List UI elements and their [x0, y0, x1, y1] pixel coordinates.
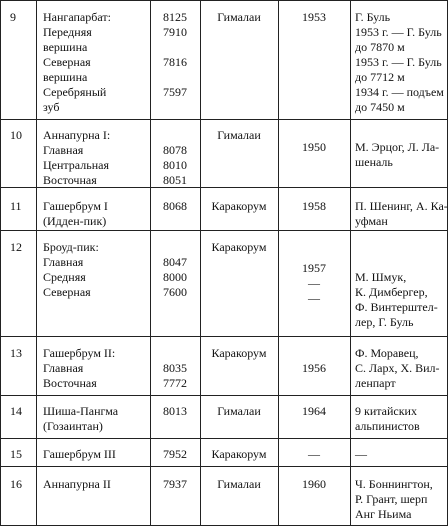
- climbers: 1934 г. — подъем: [355, 85, 444, 99]
- peak-region: Гималаи: [217, 128, 261, 142]
- peak-height: 7597: [163, 85, 187, 99]
- peak-name: Аннапурна I:: [43, 128, 111, 142]
- peak-name: Шиша-Пангма: [43, 404, 119, 418]
- peak-region: Каракорум: [211, 199, 267, 213]
- climbers: 1953 г. — Г. Буль: [355, 55, 442, 69]
- climbers: Ф. Моравец,: [355, 346, 419, 360]
- climbers: —: [355, 447, 367, 461]
- ascent-year: 1964: [302, 404, 326, 418]
- peak-name: Северная: [43, 285, 91, 299]
- peak-name: Центральная: [43, 158, 109, 172]
- peak-height: 8010: [163, 158, 187, 172]
- peak-name: Средняя: [43, 270, 86, 284]
- peak-height: 8035: [163, 361, 187, 375]
- peak-height: 8000: [163, 270, 187, 284]
- peak-region: Каракорум: [211, 240, 267, 254]
- climbers: Р. Грант, шерп: [355, 492, 428, 506]
- peak-height: 8051: [163, 173, 187, 187]
- ascent-year: 1956: [302, 361, 326, 375]
- peak-height: 8125: [163, 10, 187, 24]
- climbers: М. Шмук,: [355, 270, 407, 284]
- row-divider: [0, 466, 448, 467]
- peak-name: Восточная: [43, 376, 97, 390]
- climbers: альпинистов: [355, 419, 420, 433]
- peak-region: Каракорум: [211, 447, 267, 461]
- climbers: ленпарт: [355, 376, 396, 390]
- ascent-year: 1958: [302, 199, 326, 213]
- peak-name: вершина: [43, 70, 88, 84]
- row-number: 11: [10, 199, 22, 213]
- row-number: 9: [10, 10, 16, 24]
- peak-height: 7772: [163, 376, 187, 390]
- row-divider: [0, 119, 448, 120]
- peak-name: Передняя: [43, 25, 92, 39]
- climbers: уфман: [355, 214, 388, 228]
- peak-height: 7937: [163, 477, 187, 491]
- peak-region: Гималаи: [217, 477, 261, 491]
- row-divider: [0, 438, 448, 439]
- peak-name: (Идден-пик): [43, 214, 107, 228]
- climbers: до 7712 м: [355, 70, 405, 84]
- row-number: 13: [10, 346, 22, 360]
- peak-name: Нангапарбат:: [43, 10, 111, 24]
- climbers: 9 китайских: [355, 404, 417, 418]
- row-number: 12: [10, 240, 22, 254]
- climbers: К. Димбергер,: [355, 285, 428, 299]
- peak-name: Главная: [43, 361, 84, 375]
- peak-name: Главная: [43, 143, 84, 157]
- row-divider: [0, 395, 448, 396]
- peak-name: Аннапурна II: [43, 477, 111, 491]
- peak-height: 7910: [163, 25, 187, 39]
- climbers: М. Эрцог, Л. Ла-: [355, 140, 440, 154]
- ascent-year: —: [308, 447, 320, 461]
- peak-name: (Гозаинтан): [43, 419, 103, 433]
- ascent-year: —: [308, 276, 320, 290]
- row-divider: [0, 336, 448, 337]
- climbers: Г. Буль: [355, 10, 391, 24]
- peak-name: Восточная: [43, 173, 97, 187]
- row-number: 16: [10, 477, 22, 491]
- ascent-year: 1953: [302, 10, 326, 24]
- column-divider: [36, 0, 37, 526]
- peak-name: Главная: [43, 255, 84, 269]
- peak-height: 8078: [163, 143, 187, 157]
- climbers: лер, Г. Буль: [355, 315, 414, 329]
- climbers: 1953 г. — Г. Буль: [355, 25, 442, 39]
- row-number: 14: [10, 404, 22, 418]
- column-divider: [350, 0, 351, 526]
- climbers: до 7870 м: [355, 40, 405, 54]
- row-divider: [0, 230, 448, 231]
- peak-height: 8047: [163, 255, 187, 269]
- peak-name: Серебряный: [43, 85, 107, 99]
- climbers: Ф. Винтерштел-: [355, 300, 438, 314]
- ascent-year: 1950: [302, 140, 326, 154]
- climbers: П. Шенинг, А. Ка-: [355, 199, 448, 213]
- peak-name: вершина: [43, 40, 88, 54]
- ascent-year: 1960: [302, 477, 326, 491]
- peak-height: 7952: [163, 447, 187, 461]
- climbers: до 7450 м: [355, 100, 405, 114]
- row-number: 10: [10, 128, 22, 142]
- peak-name: Броуд-пик:: [43, 240, 99, 254]
- peak-height: 8068: [163, 199, 187, 213]
- peak-name: Северная: [43, 55, 91, 69]
- peak-region: Гималаи: [217, 404, 261, 418]
- climbers: Ч. Боннингтон,: [355, 477, 433, 491]
- climbers: шеналь: [355, 155, 393, 169]
- peak-height: 7600: [163, 285, 187, 299]
- peak-name: Гашербрум II:: [43, 346, 116, 360]
- ascent-year: 1957: [302, 261, 326, 275]
- climbers: Анг Ньима: [355, 507, 412, 521]
- peak-name: Гашербрум I: [43, 199, 108, 213]
- peak-name: зуб: [43, 100, 60, 114]
- peak-name: Гашербрум III: [43, 447, 116, 461]
- peak-height: 8013: [163, 404, 187, 418]
- peak-region: Гималаи: [217, 10, 261, 24]
- row-number: 15: [10, 447, 22, 461]
- peak-region: Каракорум: [211, 346, 267, 360]
- climbers: С. Ларх, Х. Вил-: [355, 361, 440, 375]
- column-divider: [0, 0, 1, 526]
- peak-height: 7816: [163, 55, 187, 69]
- ascent-year: —: [308, 291, 320, 305]
- row-divider: [0, 0, 448, 1]
